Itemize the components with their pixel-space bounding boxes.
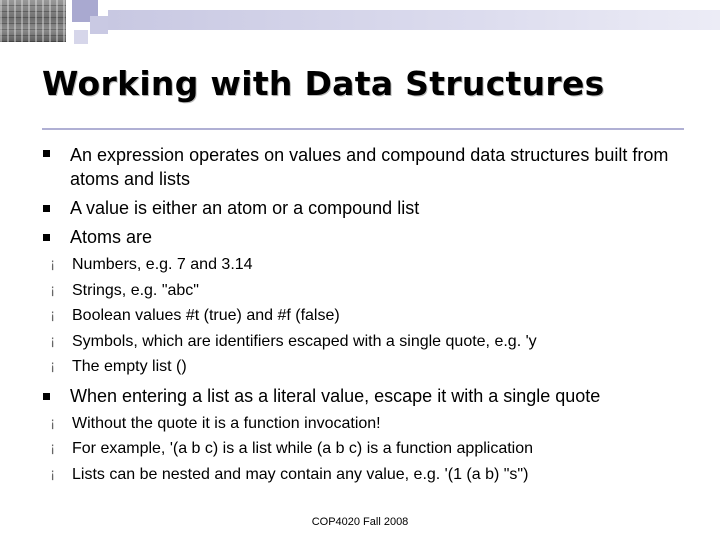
- sub-bullet-text: Boolean values #t (true) and #f (false): [72, 307, 340, 324]
- bullet-item: [40, 141, 700, 194]
- title-rule: [42, 128, 684, 130]
- sub-bullet-list: [38, 411, 700, 488]
- hollow-circle-bullet-icon: ¡: [50, 359, 56, 374]
- bullet-text: Atoms are: [70, 227, 153, 247]
- decor-square: [74, 30, 88, 44]
- slide-title: Working with Data Structures: [42, 64, 605, 103]
- square-bullet-icon: [43, 150, 50, 157]
- sub-bullet-text: Without the quote it is a function invocation!: [72, 414, 381, 432]
- sub-bullet-item: [38, 303, 700, 329]
- bullet-text: A value is either an atom or a compound list: [70, 198, 420, 218]
- hollow-circle-bullet-icon: ¡: [50, 415, 56, 431]
- hollow-circle-bullet-icon: ¡: [50, 333, 56, 349]
- bullet-item: [40, 194, 700, 223]
- bullet-item: [40, 223, 700, 252]
- sub-bullet-item: [38, 329, 700, 355]
- bullet-text: An expression operates on values and compound data structures built from atoms and lists: [70, 145, 669, 189]
- sub-bullet-item: [38, 278, 700, 304]
- hollow-circle-bullet-icon: ¡: [50, 441, 56, 456]
- sub-bullet-text: The empty list (): [72, 358, 187, 375]
- sub-bullet-text: Lists can be nested and may contain any value, e.g. '(1 (a b) "s"): [72, 465, 529, 483]
- bullet-text: When entering a list as a literal value, escape it with a single quote: [70, 385, 601, 406]
- square-bullet-icon: [43, 205, 50, 212]
- square-bullet-icon: [43, 393, 50, 400]
- hollow-circle-bullet-icon: ¡: [50, 282, 56, 298]
- sub-bullet-item: [38, 354, 700, 380]
- sub-bullet-item: [38, 411, 700, 437]
- sub-bullet-text: Strings, e.g. "abc": [72, 281, 199, 299]
- header-band: [108, 10, 720, 30]
- slide-footer: COP4020 Fall 2008: [311, 516, 409, 528]
- square-bullet-icon: [43, 234, 50, 241]
- header-photo: [0, 0, 66, 42]
- hollow-circle-bullet-icon: ¡: [50, 466, 56, 482]
- sub-bullet-list: [38, 252, 700, 380]
- sub-bullet-item: [38, 252, 700, 278]
- sub-bullet-text: Numbers, e.g. 7 and 3.14: [72, 256, 253, 273]
- sub-bullet-item: [38, 436, 700, 462]
- bullet-item: [40, 382, 700, 411]
- decor-square: [90, 16, 108, 34]
- sub-bullet-text: For example, '(a b c) is a list while (a b c) is a function application: [72, 440, 534, 457]
- hollow-circle-bullet-icon: ¡: [50, 257, 56, 272]
- hollow-circle-bullet-icon: ¡: [50, 308, 56, 323]
- sub-bullet-text: Symbols, which are identifiers escaped with a single quote, e.g. 'y: [72, 332, 537, 350]
- bullet-list: [40, 382, 700, 411]
- bullet-list: [40, 141, 700, 252]
- slide-body: [40, 141, 700, 489]
- sub-bullet-item: [38, 462, 700, 488]
